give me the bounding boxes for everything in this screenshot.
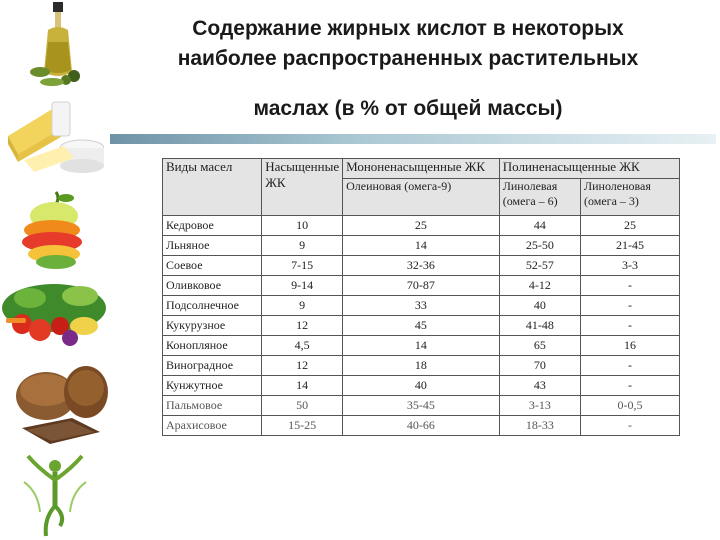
- oleic-cell: 40: [343, 376, 500, 396]
- linolenic-cell: 16: [580, 336, 679, 356]
- linolenic-cell: -: [580, 376, 679, 396]
- header-oil-type: Виды масел: [163, 159, 262, 216]
- vegetables-icon: [0, 278, 108, 352]
- header-mono: Мононенасыщенные ЖК: [343, 159, 500, 179]
- header-linoleic: Линолевая (омега – 6): [499, 179, 580, 216]
- oil-name-cell: Виноградное: [163, 356, 262, 376]
- linolenic-cell: 25: [580, 216, 679, 236]
- table-body: [163, 216, 680, 436]
- olive-oil-bottle-icon: [28, 2, 88, 90]
- oil-name-cell: Оливковое: [163, 276, 262, 296]
- oil-name-cell: Кедровое: [163, 216, 262, 236]
- linoleic-cell: 43: [499, 376, 580, 396]
- fitness-figure-icon: [20, 452, 90, 538]
- table-row: [163, 416, 680, 436]
- oleic-cell: 14: [343, 336, 500, 356]
- oil-name-cell: Кунжутное: [163, 376, 262, 396]
- linoleic-cell: 41-48: [499, 316, 580, 336]
- oil-name-cell: Льняное: [163, 236, 262, 256]
- linoleic-cell: 25-50: [499, 236, 580, 256]
- oleic-cell: 45: [343, 316, 500, 336]
- oleic-cell: 25: [343, 216, 500, 236]
- linoleic-cell: 70: [499, 356, 580, 376]
- table-row: [163, 356, 680, 376]
- bread-icon: [12, 362, 108, 448]
- oil-name-cell: Соевое: [163, 256, 262, 276]
- table-row: [163, 276, 680, 296]
- header-linolenic: Линоленовая (омега – 3): [580, 179, 679, 216]
- oleic-cell: 70-87: [343, 276, 500, 296]
- table-row: [163, 236, 680, 256]
- fatty-acids-table: [162, 158, 680, 436]
- linoleic-cell: 40: [499, 296, 580, 316]
- table-row: [163, 396, 680, 416]
- header-saturated: Насыщенные ЖК: [262, 159, 343, 216]
- oil-name-cell: Арахисовое: [163, 416, 262, 436]
- linolenic-cell: 3-3: [580, 256, 679, 276]
- linolenic-cell: 21-45: [580, 236, 679, 256]
- table-row: [163, 256, 680, 276]
- oleic-cell: 33: [343, 296, 500, 316]
- header-poly: Полиненасыщенные ЖК: [499, 159, 679, 179]
- table-row: [163, 336, 680, 356]
- oleic-cell: 40-66: [343, 416, 500, 436]
- page-title-line-2: наиболее распространенных растительных: [177, 47, 639, 70]
- oil-name-cell: Подсолнечное: [163, 296, 262, 316]
- page-title-line-1: Содержание жирных кислот в некоторых: [192, 17, 624, 40]
- sidebar-images: [0, 0, 110, 540]
- oil-name-cell: Пальмовое: [163, 396, 262, 416]
- saturated-cell: 12: [262, 356, 343, 376]
- linoleic-cell: 52-57: [499, 256, 580, 276]
- linoleic-cell: 3-13: [499, 396, 580, 416]
- saturated-cell: 12: [262, 316, 343, 336]
- oleic-cell: 14: [343, 236, 500, 256]
- saturated-cell: 9: [262, 296, 343, 316]
- header-oleic: Олеиновая (омега-9): [343, 179, 500, 216]
- saturated-cell: 4,5: [262, 336, 343, 356]
- oleic-cell: 32-36: [343, 256, 500, 276]
- title-divider: [110, 134, 716, 144]
- table-row: [163, 296, 680, 316]
- fruit-slices-icon: [16, 190, 92, 272]
- table-row: [163, 216, 680, 236]
- linolenic-cell: -: [580, 296, 679, 316]
- linoleic-cell: 65: [499, 336, 580, 356]
- linolenic-cell: -: [580, 416, 679, 436]
- oil-name-cell: Кукурузное: [163, 316, 262, 336]
- linolenic-cell: -: [580, 316, 679, 336]
- linoleic-cell: 44: [499, 216, 580, 236]
- saturated-cell: 15-25: [262, 416, 343, 436]
- table-row: [163, 316, 680, 336]
- linolenic-cell: -: [580, 356, 679, 376]
- saturated-cell: 9: [262, 236, 343, 256]
- oil-name-cell: Конопляное: [163, 336, 262, 356]
- table-row: [163, 376, 680, 396]
- oleic-cell: 35-45: [343, 396, 500, 416]
- saturated-cell: 14: [262, 376, 343, 396]
- saturated-cell: 7-15: [262, 256, 343, 276]
- linoleic-cell: 4-12: [499, 276, 580, 296]
- page-title-line-3: маслах (в % от общей массы): [253, 97, 563, 120]
- cheese-dairy-icon: [4, 96, 104, 176]
- linolenic-cell: -: [580, 276, 679, 296]
- linoleic-cell: 18-33: [499, 416, 580, 436]
- saturated-cell: 50: [262, 396, 343, 416]
- oleic-cell: 18: [343, 356, 500, 376]
- saturated-cell: 10: [262, 216, 343, 236]
- linolenic-cell: 0-0,5: [580, 396, 679, 416]
- saturated-cell: 9-14: [262, 276, 343, 296]
